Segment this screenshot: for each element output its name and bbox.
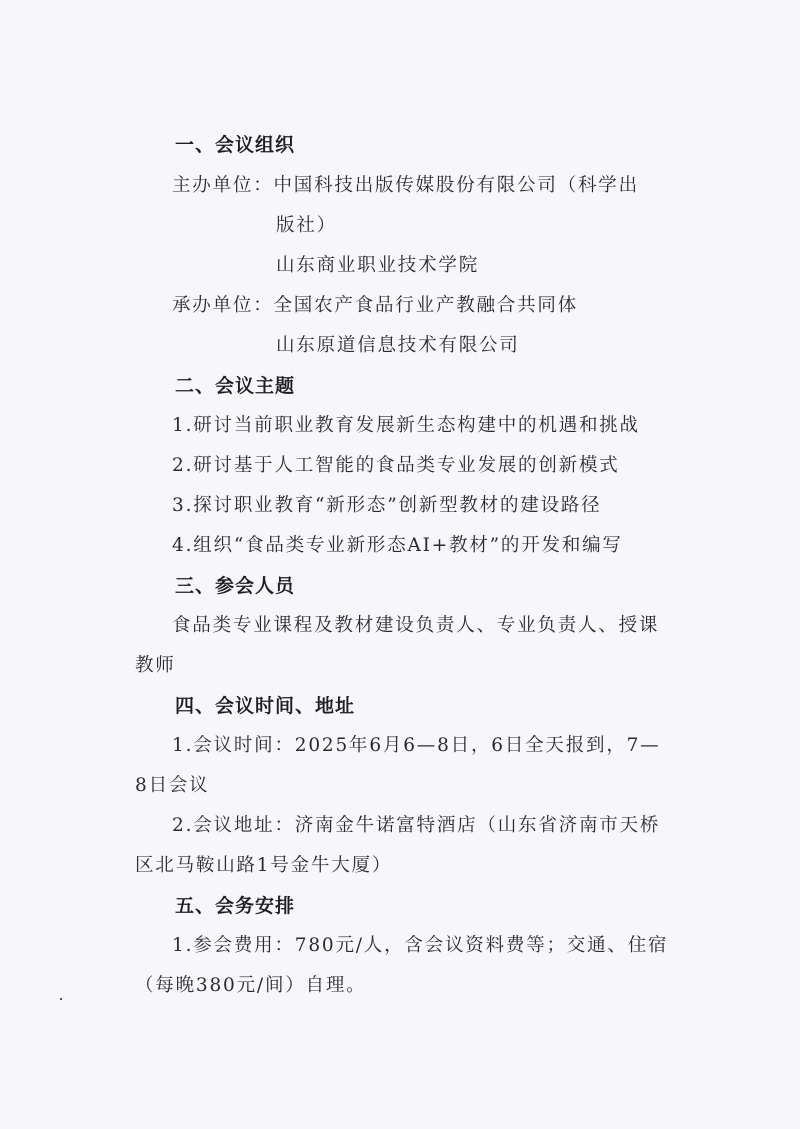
organizer-line: 承办单位：全国农产食品行业产教融合共同体 [172,295,579,316]
time-line: 1.会议时间：2025年6月6—8日，6日全天报到，7— [172,735,661,756]
section-heading: 二、会议主题 [175,375,296,397]
paragraph-line: 食品类专业课程及教材建设负责人、专业负责人、授课 [172,615,660,636]
scan-speck [60,998,62,1000]
address-line: 2.会议地址：济南金牛诺富特酒店（山东省济南市天桥 [172,815,661,836]
list-item: 3.探讨职业教育“新形态”创新型教材的建设路径 [172,495,602,516]
host-line: 版社） [276,215,337,236]
list-item: 1.研讨当前职业教育发展新生态构建中的机遇和挑战 [172,415,640,436]
organizer-line: 山东原道信息技术有限公司 [276,335,520,356]
section-heading: 三、参会人员 [175,575,296,597]
time-line: 8日会议 [135,775,210,796]
section-heading: 四、会议时间、地址 [175,695,356,717]
list-item: 4.组织“食品类专业新形态AI+教材”的开发和编写 [172,535,623,556]
fee-line: 1.参会费用：780元/人，含会议资料费等；交通、住宿 [172,935,669,956]
host-line: 主办单位：中国科技出版传媒股份有限公司（科学出 [172,175,639,196]
host-line: 山东商业职业技术学院 [276,255,480,276]
address-line: 区北马鞍山路1号金牛大厦） [135,855,393,876]
section-heading: 一、会议组织 [175,134,296,156]
section-heading: 五、会务安排 [175,895,296,917]
paragraph-line: 教师 [135,655,176,676]
fee-line: （每晚380元/间）自理。 [135,975,367,996]
list-item: 2.研讨基于人工智能的食品类专业发展的创新模式 [172,455,620,476]
